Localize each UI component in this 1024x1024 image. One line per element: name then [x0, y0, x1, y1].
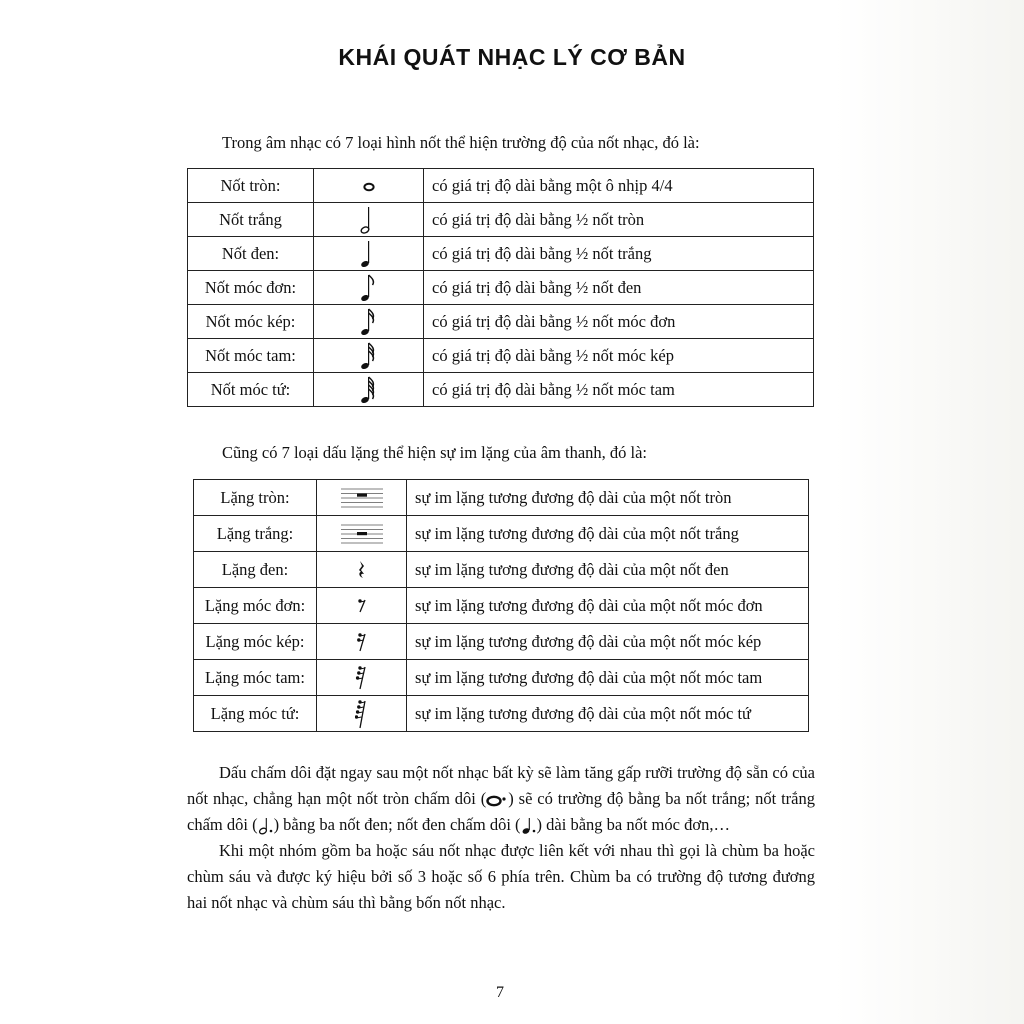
note-row-description: có giá trị độ dài bằng ½ nốt móc đơn — [424, 305, 814, 339]
sixty-fourth-note-icon — [314, 373, 424, 407]
rests-intro: Cũng có 7 loại dấu lặng thể hiện sự im lặng của âm thanh, đó là: — [222, 443, 648, 462]
note-row — [188, 169, 814, 203]
note-row-name: Nốt móc đơn: — [188, 271, 314, 305]
rest-row-description: sự im lặng tương đương độ dài của một nốt móc đơn — [407, 588, 809, 624]
rest-row — [194, 696, 809, 732]
paragraph1-part4: ) dài bằng ba nốt móc đơn,… — [536, 815, 730, 834]
sixteenth-rest-icon — [317, 624, 407, 660]
rest-row-name: Lặng tròn: — [194, 480, 317, 516]
note-row — [188, 305, 814, 339]
eighth-rest-icon — [317, 588, 407, 624]
rest-row-description: sự im lặng tương đương độ dài của một nốt đen — [407, 552, 809, 588]
rest-row-description: sự im lặng tương đương độ dài của một nốt móc kép — [407, 624, 809, 660]
paragraph1-part3: ) bằng ba nốt đen; nốt đen chấm dôi ( — [273, 815, 521, 834]
rest-row-description: sự im lặng tương đương độ dài của một nốt tròn — [407, 480, 809, 516]
note-row-description: có giá trị độ dài bằng ½ nốt móc tam — [424, 373, 814, 407]
rest-row-description: sự im lặng tương đương độ dài của một nốt móc tam — [407, 660, 809, 696]
half-rest-icon — [317, 516, 407, 552]
page-title: KHÁI QUÁT NHẠC LÝ CƠ BẢN — [338, 44, 686, 70]
rest-row-name: Lặng móc đơn: — [194, 588, 317, 624]
whole-note-icon — [314, 169, 424, 203]
note-row — [188, 203, 814, 237]
thirty-second-note-icon — [314, 339, 424, 373]
rest-row — [194, 624, 809, 660]
note-row — [188, 271, 814, 305]
body-text — [187, 760, 815, 916]
note-row — [188, 339, 814, 373]
quarter-rest-icon — [317, 552, 407, 588]
note-row-description: có giá trị độ dài bằng một ô nhịp 4/4 — [424, 169, 814, 203]
paragraph1-part2: ) sẽ có trường độ bằng ba nốt trắng; nốt trắng chấm dôi ( — [187, 789, 816, 834]
note-row-description: có giá trị độ dài bằng ½ nốt đen — [424, 271, 814, 305]
dotted-half-note-icon — [258, 816, 274, 836]
rest-row-name: Lặng trắng: — [194, 516, 317, 552]
eighth-note-icon — [314, 271, 424, 305]
dotted-note-paragraph — [187, 760, 815, 838]
note-row — [188, 237, 814, 271]
page-number: 7 — [496, 984, 504, 1001]
rest-row-name: Lặng móc tứ: — [194, 696, 317, 732]
paragraph1-part1: Dấu chấm dôi đặt ngay sau một nốt nhạc bất kỳ sẽ làm tăng gấp rưỡi trường độ sẵn có của nốt nhạc, chẳng hạn một nốt tròn chấm dôi ( — [187, 763, 815, 808]
rest-row — [194, 588, 809, 624]
quarter-note-icon — [314, 237, 424, 271]
rest-row-description: sự im lặng tương đương độ dài của một nốt trắng — [407, 516, 809, 552]
page-fold-shadow — [834, 0, 1024, 1024]
note-row — [188, 373, 814, 407]
rest-row-description: sự im lặng tương đương độ dài của một nốt móc tứ — [407, 696, 809, 732]
whole-rest-icon — [317, 480, 407, 516]
note-row-name: Nốt móc tam: — [188, 339, 314, 373]
dotted-quarter-note-icon — [521, 816, 537, 836]
note-row-description: có giá trị độ dài bằng ½ nốt tròn — [424, 203, 814, 237]
thirty-second-rest-icon — [317, 660, 407, 696]
tuplet-paragraph: Khi một nhóm gồm ba hoặc sáu nốt nhạc được liên kết với nhau thì gọi là chùm ba hoặc chùm sáu và được ký hiệu bởi số 3 hoặc số 6 phía trên. Chùm ba có trường độ tương đương hai nốt nhạc và chùm sáu thì bằng bốn nốt nhạc. — [187, 841, 815, 912]
note-row-name: Nốt trắng — [188, 203, 314, 237]
note-row-description: có giá trị độ dài bằng ½ nốt móc kép — [424, 339, 814, 373]
note-values-table — [187, 168, 814, 407]
rest-row — [194, 552, 809, 588]
rest-row — [194, 660, 809, 696]
rest-row — [194, 516, 809, 552]
note-row-name: Nốt tròn: — [188, 169, 314, 203]
note-row-description: có giá trị độ dài bằng ½ nốt trắng — [424, 237, 814, 271]
rest-row — [194, 480, 809, 516]
note-row-name: Nốt móc tứ: — [188, 373, 314, 407]
note-row-name: Nốt móc kép: — [188, 305, 314, 339]
rest-values-table — [193, 479, 809, 732]
note-row-name: Nốt đen: — [188, 237, 314, 271]
sixty-fourth-rest-icon — [317, 696, 407, 732]
sixteenth-note-icon — [314, 305, 424, 339]
rest-row-name: Lặng đen: — [194, 552, 317, 588]
half-note-icon — [314, 203, 424, 237]
notes-intro: Trong âm nhạc có 7 loại hình nốt thể hiện trường độ của nốt nhạc, đó là: — [222, 133, 700, 152]
dotted-whole-note-icon — [486, 793, 508, 807]
rest-row-name: Lặng móc kép: — [194, 624, 317, 660]
rest-row-name: Lặng móc tam: — [194, 660, 317, 696]
